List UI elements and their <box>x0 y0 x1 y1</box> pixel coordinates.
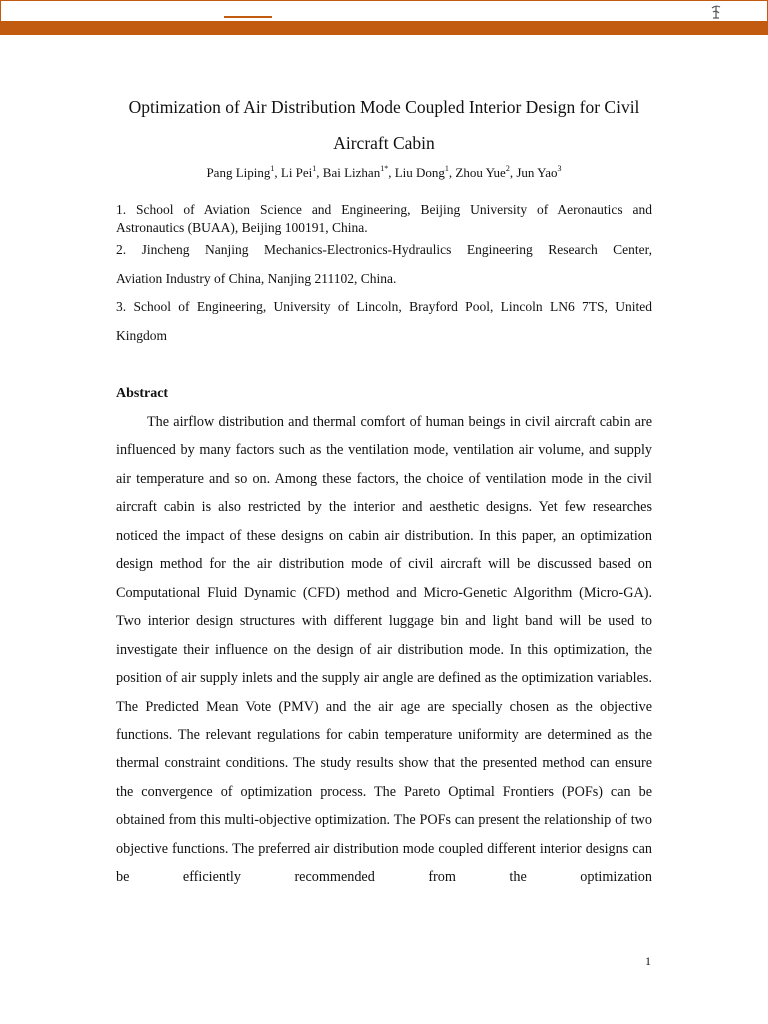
author-list <box>100 163 668 183</box>
author-name: Li Pei <box>280 165 313 180</box>
affiliation-line: 3. School of Engineering, University of Lincoln, Brayford Pool, Lincoln LN6 7TS, United <box>116 299 652 314</box>
author-name: Jun Yao <box>516 165 558 180</box>
author-name: Liu Dong <box>394 165 445 180</box>
header-logo-icon[interactable] <box>707 3 725 21</box>
author-separator: , <box>509 165 517 180</box>
top-nav-link-underline[interactable] <box>224 16 272 18</box>
paper-title <box>100 89 668 161</box>
author-separator: , <box>274 165 281 180</box>
paper-title-line-1: Optimization of Air Distribution Mode Coupled Interior Design for Civil <box>128 97 640 117</box>
author-affiliation-mark: 1 <box>312 164 317 173</box>
author-name: Zhou Yue <box>455 165 506 180</box>
author-affiliation-mark: 2 <box>505 164 510 173</box>
page-number: 1 <box>645 954 651 968</box>
affiliation-line: Aviation Industry of China, Nanjing 211102, China. <box>116 271 397 286</box>
author-name: Pang Liping <box>206 165 271 180</box>
author-affiliation-mark: 3 <box>557 164 562 173</box>
abstract-heading: Abstract <box>116 386 169 401</box>
author-separator: , <box>388 165 395 180</box>
header-accent-band <box>0 22 768 35</box>
affiliation-line: 1. School of Aviation Science and Engineering, Beijing University of Aeronautics and <box>116 202 652 217</box>
affiliation-line: Kingdom <box>116 328 168 343</box>
author-separator: , <box>448 165 456 180</box>
author-affiliation-mark: 1 <box>444 164 449 173</box>
affiliation-line: Astronautics (BUAA), Beijing 100191, China. <box>116 220 368 235</box>
author-affiliation-mark: 1 <box>270 164 275 173</box>
author-name: Bai Lizhan <box>322 165 381 180</box>
affiliation-line: 2. Jincheng Nanjing Mechanics-Electronics-Hydraulics Engineering Research Center, <box>116 242 652 257</box>
paper-title-line-2: Aircraft Cabin <box>333 133 435 153</box>
author-separator: , <box>316 165 323 180</box>
author-affiliation-mark: 1* <box>380 164 389 173</box>
abstract-text: The airflow distribution and thermal comfort of human beings in civil aircraft cabin are influenced by many factors such as the ventilation mode, ventilation air volume, and supply air temperature and so on. Among these factors, the choice of ventilation mode in the civil aircraft cabin is also restricted by the interior and aesthetic designs. Yet few researches noticed the impact of these designs on cabin air distribution. In this paper, an optimization design method for the air distribution mode of civil aircraft will be discussed based on Computational Fluid Dynamic (CFD) method and Micro-Genetic Algorithm (Micro-GA). Two interior design structures with different luggage bin and light band will be used to investigate their influence on the design of air distribution mode. In this optimization, the position of air supply inlets and the supply air angle are defined as the optimization variables. The Predicted Mean Vote (PMV) and the air age are specially chosen as the objective functions. The relevant regulations for cabin temperature uniformity are determined as the thermal constraint conditions. The study results show that the presented method can ensure the convergence of optimization process. The Pareto Optimal Frontiers (POFs) can be obtained from this multi-objective optimization. The POFs can present the relationship of two objective functions. The preferred air distribution mode coupled different interior designs can be efficiently recommended from the optimization <box>116 414 652 886</box>
top-navigation-bar <box>0 0 768 22</box>
